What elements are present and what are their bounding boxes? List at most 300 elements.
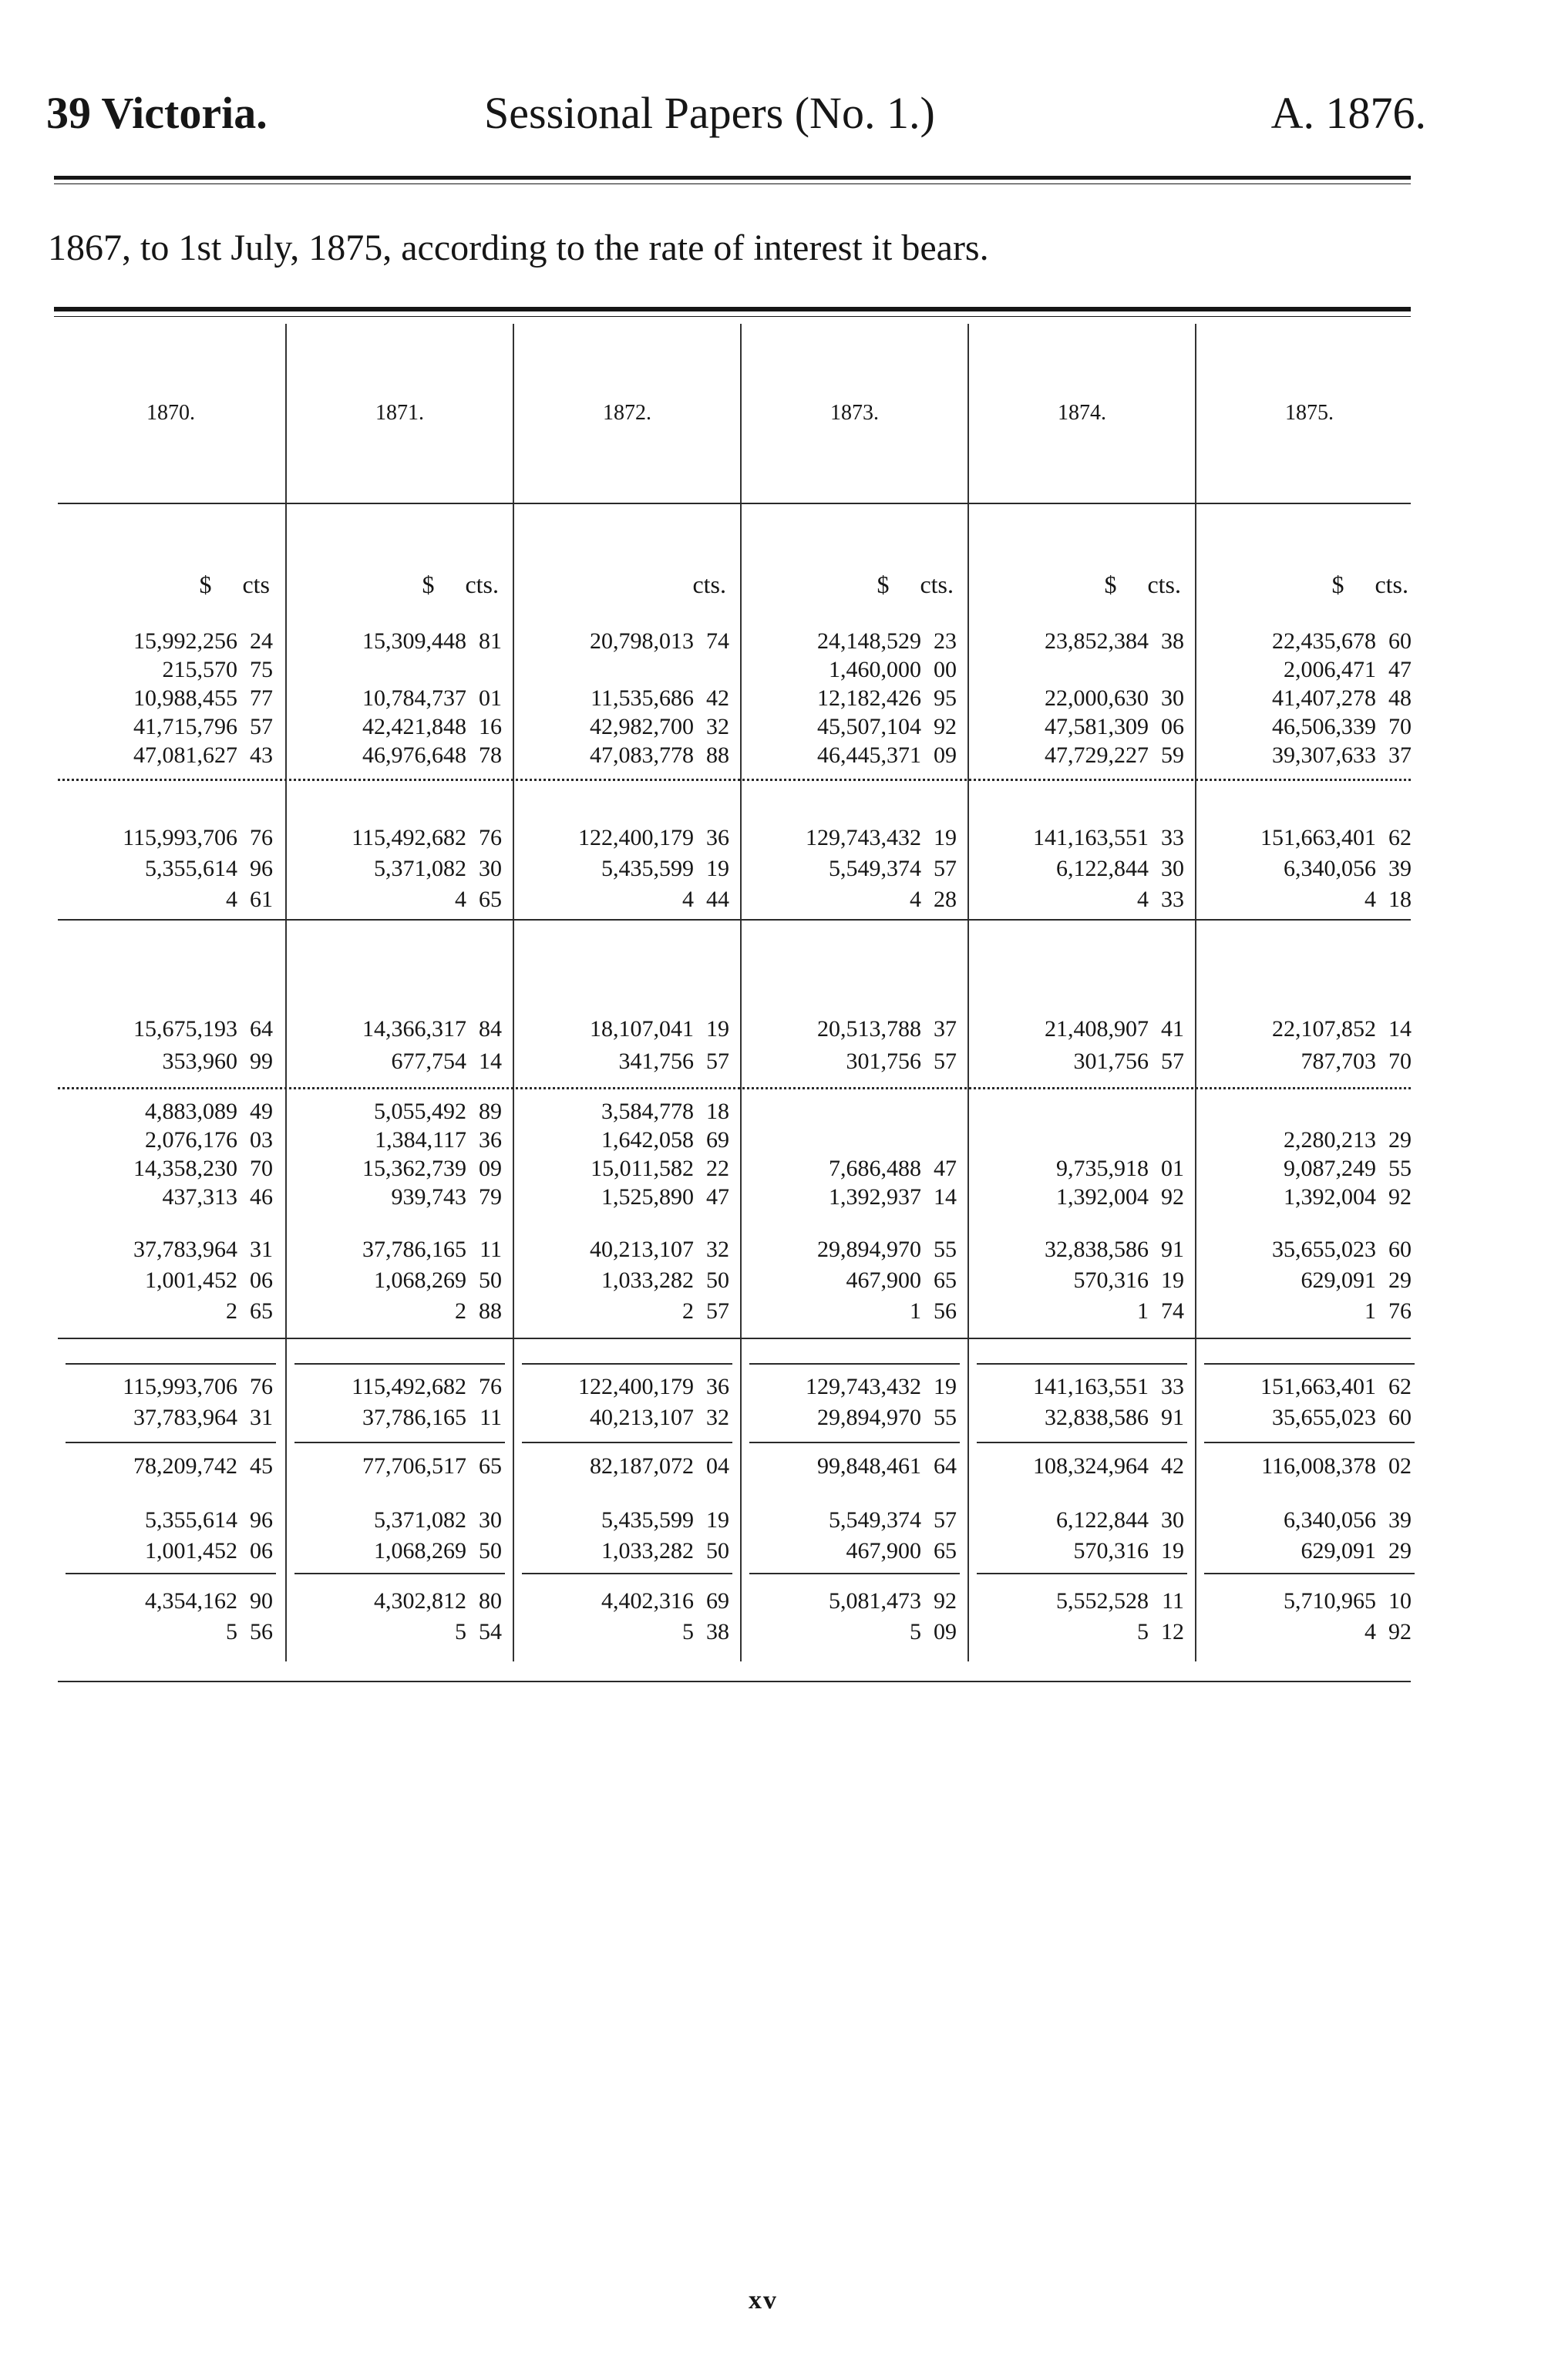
dollars-value: 129,743,432 [806,1374,921,1399]
amount-row [1301,1267,1412,1294]
cents-value: 41 [1161,1016,1184,1042]
cents-value: 36 [479,1127,502,1153]
amount-row [123,825,273,851]
cents-value: 06 [250,1538,273,1564]
subtotal-rule [749,1442,960,1443]
cents-label: cts. [465,571,499,598]
amount-row [1376,1099,1412,1125]
cents-value: 92 [934,1588,957,1614]
dollars-value: 6,340,056 [1284,1507,1376,1533]
amount-row [362,1405,502,1431]
amount-row [591,685,729,712]
amount-row [1149,657,1184,683]
cents-value: 39 [1388,856,1412,881]
year-column [969,0,1195,2380]
dollars-value: 4,883,089 [145,1099,237,1124]
cents-value: 77 [250,685,273,711]
dollars-value: 1,068,269 [374,1538,466,1564]
dollars-value: 10,988,455 [133,685,237,711]
subtotal-rule [294,1573,505,1574]
amount-row [133,1453,273,1480]
currency-heading [661,571,726,599]
amount-row [910,1298,957,1325]
dollars-value: 677,754 [391,1049,466,1074]
subtotal-rule [66,1363,276,1365]
amount-row [601,1507,729,1533]
amount-row [1261,1453,1412,1480]
cents-value: 92 [1388,1619,1412,1644]
cents-label: cts [242,571,270,598]
amount-row [829,1184,957,1210]
amount-row [133,685,273,712]
dollars-value: 39,307,633 [1272,742,1376,768]
amount-row [1301,1538,1412,1564]
dollars-value: 4 [455,887,466,912]
dollars-value: 5,710,965 [1284,1588,1376,1614]
amount-row [1272,1237,1412,1263]
dollars-value: 122,400,179 [578,825,694,850]
cents-value: 38 [706,1619,729,1644]
cents-value: 31 [250,1405,273,1430]
amount-row [1365,1619,1412,1645]
cents-value: 70 [250,1156,273,1181]
dollars-value: 4 [226,887,237,912]
cents-value: 89 [479,1099,502,1124]
dollar-sign: $ [422,571,435,598]
dollars-value: 129,743,432 [806,825,921,850]
cents-value: 50 [706,1538,729,1564]
dollars-value: 14,358,230 [133,1156,237,1181]
amount-row [1045,628,1184,655]
cents-value: 95 [934,685,957,711]
dollars-value: 301,756 [846,1049,921,1074]
dollars-value: 116,008,378 [1261,1453,1376,1479]
dollars-value: 4,354,162 [145,1588,237,1614]
dollars-value: 37,786,165 [362,1237,466,1262]
publication-title: Sessional Papers (No. 1.) [484,88,935,138]
cents-value: 60 [1388,1405,1412,1430]
table-subtitle: 1867, to 1st July, 1875, according to the rate of interest it bears. [48,227,989,268]
dollars-value: 1,033,282 [601,1538,694,1564]
amount-row [578,1374,729,1400]
dollars-value: 570,316 [1073,1538,1149,1564]
cents-value: 30 [1161,685,1184,711]
amount-row [145,1538,273,1564]
dollars-value: 5 [1137,1619,1149,1644]
cents-value: 09 [479,1156,502,1181]
amount-row [601,856,729,882]
cents-value: 50 [706,1267,729,1293]
cents-value: 57 [706,1298,729,1324]
dollars-value: 122,400,179 [578,1374,694,1399]
amount-row [226,1619,273,1645]
amount-row [1056,856,1184,882]
dollars-value: 437,313 [162,1184,237,1210]
dollars-value: 40,213,107 [590,1405,694,1430]
amount-row [375,1127,502,1153]
dollars-value: 4 [682,887,694,912]
amount-row [817,1453,957,1480]
dollars-value: 32,838,586 [1045,1405,1149,1430]
cents-value: 99 [250,1049,273,1074]
cents-value: 36 [706,825,729,850]
dollars-value: 939,743 [391,1184,466,1210]
amount-row [362,742,502,769]
amount-row [133,714,273,740]
dollars-value: 18,107,041 [590,1016,694,1042]
amount-row [362,628,502,655]
amount-row [455,887,502,913]
cents-value: 11 [480,1237,502,1262]
amount-row [1272,714,1412,740]
amount-row [1284,856,1412,882]
cents-value: 88 [479,1298,502,1324]
amount-row [362,714,502,740]
cents-value: 78 [479,742,502,768]
amount-row [1284,1184,1412,1210]
amount-row [466,657,502,683]
amount-row [1272,685,1412,712]
cents-value: 76 [250,825,273,850]
dollars-value: 15,675,193 [133,1016,237,1042]
cents-value: 79 [479,1184,502,1210]
cents-value: 31 [250,1237,273,1262]
page-number: xv [749,2286,778,2314]
cents-value: 62 [1388,1374,1412,1399]
dollars-value: 341,756 [618,1049,694,1074]
cents-value: 64 [250,1016,273,1042]
amount-row [133,628,273,655]
subtotal-rule [977,1363,1187,1365]
dollars-value: 4 [1365,1619,1376,1644]
dollars-value: 15,362,739 [362,1156,466,1181]
dollars-value: 5,355,614 [145,1507,237,1533]
cents-value: 96 [250,856,273,881]
amount-row [1074,1538,1185,1564]
dollars-value: 20,513,788 [817,1016,921,1042]
dollars-value: 5,552,528 [1056,1588,1149,1614]
dollars-value: 5 [910,1619,921,1644]
dollars-value: 1,384,117 [375,1127,466,1153]
dollars-value: 1,033,282 [601,1267,694,1293]
amount-row [352,825,502,851]
amount-row [1074,1049,1185,1075]
dollars-value: 14,366,317 [362,1016,466,1042]
dollars-value: 5,549,374 [829,856,921,881]
cents-value: 75 [250,657,273,682]
cents-value: 39 [1388,1507,1412,1533]
dollars-value: 787,703 [1301,1049,1376,1074]
dollars-value: 10,784,737 [362,685,466,711]
dollars-value: 4 [1137,887,1149,912]
subtotal-rule [522,1442,732,1443]
amount-row [619,1049,730,1075]
cents-value: 70 [1388,1049,1412,1074]
amount-row [829,1588,957,1614]
year-heading: 1872. [603,401,651,425]
dollars-value: 215,570 [162,657,237,682]
dollars-value: 37,783,964 [133,1237,237,1262]
amount-row [601,1127,729,1153]
cents-value: 65 [934,1267,957,1293]
dollars-value: 3,584,778 [601,1099,694,1124]
cents-value: 60 [1388,628,1412,654]
dollars-value: 115,492,682 [352,825,466,850]
dollars-value: 35,655,023 [1272,1405,1376,1430]
cents-value: 88 [706,742,729,768]
amount-row [1056,1507,1184,1533]
session-label: 39 Victoria. [46,88,268,138]
year-column [287,0,513,2380]
dollars-value: 5,355,614 [145,856,237,881]
amount-row [1272,1405,1412,1431]
dollars-value: 46,445,371 [817,742,921,768]
year-column [58,0,284,2380]
cents-value: 92 [934,714,957,739]
dollars-value: 115,993,706 [123,825,237,850]
amount-row [1137,1298,1184,1325]
cents-value: 14 [1388,1016,1412,1042]
cents-value: 06 [250,1267,273,1293]
amount-row [1284,657,1412,683]
dollars-value: 22,435,678 [1272,628,1376,654]
cents-value: 37 [934,1016,957,1042]
amount-row [578,825,729,851]
dollars-value: 353,960 [162,1049,237,1074]
cents-value: 65 [479,1453,502,1479]
dollars-value: 41,715,796 [133,714,237,739]
cents-value: 04 [706,1453,729,1479]
amount-row [1074,1267,1185,1294]
dollars-value: 2 [455,1298,466,1324]
subtotal-rule [1204,1573,1415,1574]
year-column [514,0,740,2380]
year-label: A. 1876. [1270,88,1426,138]
cents-value: 30 [1161,856,1184,881]
cents-value: 29 [1388,1127,1412,1153]
cents-value: 70 [1388,714,1412,739]
amount-row [455,1298,502,1325]
amount-row [145,1099,273,1125]
cents-value: 19 [1161,1267,1184,1293]
cents-value: 54 [479,1619,502,1644]
cents-value: 09 [934,1619,957,1644]
subtotal-rule [1204,1363,1415,1365]
amount-row [1260,825,1412,851]
dollars-value: 32,838,586 [1045,1237,1149,1262]
amount-row [163,657,274,683]
cents-value: 14 [479,1049,502,1074]
dollars-value: 141,163,551 [1033,825,1149,850]
dollars-value: 4,302,812 [374,1588,466,1614]
dollars-value: 12,182,426 [817,685,921,711]
amount-row [145,856,273,882]
dollars-value: 35,655,023 [1272,1237,1376,1262]
amount-row [1033,825,1184,851]
amount-row [123,1374,273,1400]
cents-value: 36 [706,1374,729,1399]
dollars-value: 1 [1365,1298,1376,1324]
dollars-value: 47,083,778 [590,742,694,768]
amount-row [145,1507,273,1533]
dollars-value: 5,435,599 [601,856,694,881]
dollar-sign: $ [199,571,212,598]
amount-row [682,1298,729,1325]
cents-value: 30 [479,856,502,881]
amount-row [362,1156,502,1182]
cents-value: 01 [1161,1156,1184,1181]
amount-row [392,1049,503,1075]
dollars-value: 2 [682,1298,694,1324]
cents-value: 69 [706,1588,729,1614]
dollars-value: 5,549,374 [829,1507,921,1533]
amount-row [817,714,957,740]
subtotal-rule [749,1573,960,1574]
dollars-value: 151,663,401 [1260,825,1376,850]
cents-value: 29 [1388,1267,1412,1293]
cents-value: 76 [479,825,502,850]
dollars-value: 9,087,249 [1284,1156,1376,1181]
amount-row [1045,1405,1184,1431]
dollars-value: 115,993,706 [123,1374,237,1399]
cents-value: 50 [479,1538,502,1564]
cents-value: 57 [934,856,957,881]
subtotal-rule [522,1363,732,1365]
dollar-sign: $ [1331,571,1344,598]
cents-value: 24 [250,628,273,654]
cents-value: 65 [250,1298,273,1324]
cents-value: 59 [1161,742,1184,768]
dollars-value: 24,148,529 [817,628,921,654]
cents-value: 57 [250,714,273,739]
amount-row [817,685,957,712]
cents-value: 01 [479,685,502,711]
dollars-value: 108,324,964 [1033,1453,1149,1479]
cents-value: 11 [1162,1588,1184,1614]
cents-value: 19 [1161,1538,1184,1564]
dollars-value: 5 [455,1619,466,1644]
dollars-value: 23,852,384 [1045,628,1149,654]
cents-value: 32 [706,1237,729,1262]
amount-row [829,856,957,882]
cents-value: 48 [1388,685,1412,711]
dollars-value: 6,122,844 [1056,856,1149,881]
amount-row [226,887,273,913]
dollars-value: 41,407,278 [1272,685,1376,711]
cents-value: 92 [1161,1184,1184,1210]
amount-row [590,714,729,740]
year-column [1196,0,1422,2380]
subtotal-rule [749,1363,960,1365]
subtotal-rule [66,1573,276,1574]
dollars-value: 4,402,316 [601,1588,694,1614]
amount-row [163,1049,274,1075]
dollars-value: 1,460,000 [829,657,921,682]
dollars-value: 46,976,648 [362,742,466,768]
subtotal-rule [522,1573,732,1574]
amount-row [145,1267,273,1294]
amount-row [1365,887,1412,913]
cents-value: 19 [934,825,957,850]
amount-row [829,1156,957,1182]
cents-value: 10 [1388,1588,1412,1614]
cents-value: 18 [706,1099,729,1124]
dollars-value: 21,408,907 [1045,1016,1149,1042]
cents-value: 00 [934,657,957,682]
cents-value: 23 [934,628,957,654]
cents-value: 91 [1161,1405,1184,1430]
dollars-value: 1,001,452 [145,1538,237,1564]
dollars-value: 629,091 [1301,1538,1376,1564]
cents-label: cts. [1147,571,1181,598]
amount-row [374,1099,502,1125]
amount-row [226,1298,273,1325]
cents-value: 33 [1161,1374,1184,1399]
dollars-value: 7,686,488 [829,1156,921,1181]
dollars-value: 42,421,848 [362,714,466,739]
dollars-value: 2 [226,1298,237,1324]
cents-value: 16 [479,714,502,739]
cents-value: 47 [1388,657,1412,682]
amount-row [1284,1127,1412,1153]
cents-value: 19 [706,856,729,881]
subtotal-rule [294,1363,505,1365]
year-heading: 1874. [1058,401,1106,425]
cents-value: 57 [934,1049,957,1074]
dollars-value: 5,081,473 [829,1588,921,1614]
dollars-value: 1,392,004 [1284,1184,1376,1210]
amount-row [392,1184,503,1210]
dollars-value: 77,706,517 [362,1453,466,1479]
cents-value: 80 [479,1588,502,1614]
cents-value: 19 [934,1374,957,1399]
amount-row [601,1099,729,1125]
cents-label: cts. [920,571,954,598]
year-heading: 1871. [375,401,424,425]
amount-row [145,1588,273,1614]
cents-value: 55 [1388,1156,1412,1181]
dollars-value: 1,068,269 [374,1267,466,1293]
amount-row [133,1237,273,1263]
amount-row [910,1619,957,1645]
dollars-value: 45,507,104 [817,714,921,739]
currency-heading [199,571,270,599]
dollars-value: 2,280,213 [1284,1127,1376,1153]
cents-value: 30 [1161,1507,1184,1533]
cents-value: 12 [1161,1619,1184,1644]
dollar-sign: $ [1104,571,1117,598]
dollars-value: 1,001,452 [145,1267,237,1293]
amount-row [133,1156,273,1182]
amount-row [694,657,729,683]
dollars-value: 5,371,082 [374,1507,466,1533]
amount-row [601,1184,729,1210]
amount-row [590,1237,729,1263]
amount-row [1301,1049,1412,1075]
cents-value: 19 [706,1016,729,1042]
dollars-value: 2,006,471 [1284,657,1376,682]
amount-row [1149,1127,1184,1153]
cents-value: 49 [250,1099,273,1124]
cents-value: 65 [479,887,502,912]
cents-value: 55 [934,1237,957,1262]
cents-value: 32 [706,1405,729,1430]
amount-row [817,742,957,769]
year-heading: 1873. [830,401,879,425]
cents-value: 32 [706,714,729,739]
cents-value: 64 [934,1453,957,1479]
cents-value: 57 [706,1049,729,1074]
